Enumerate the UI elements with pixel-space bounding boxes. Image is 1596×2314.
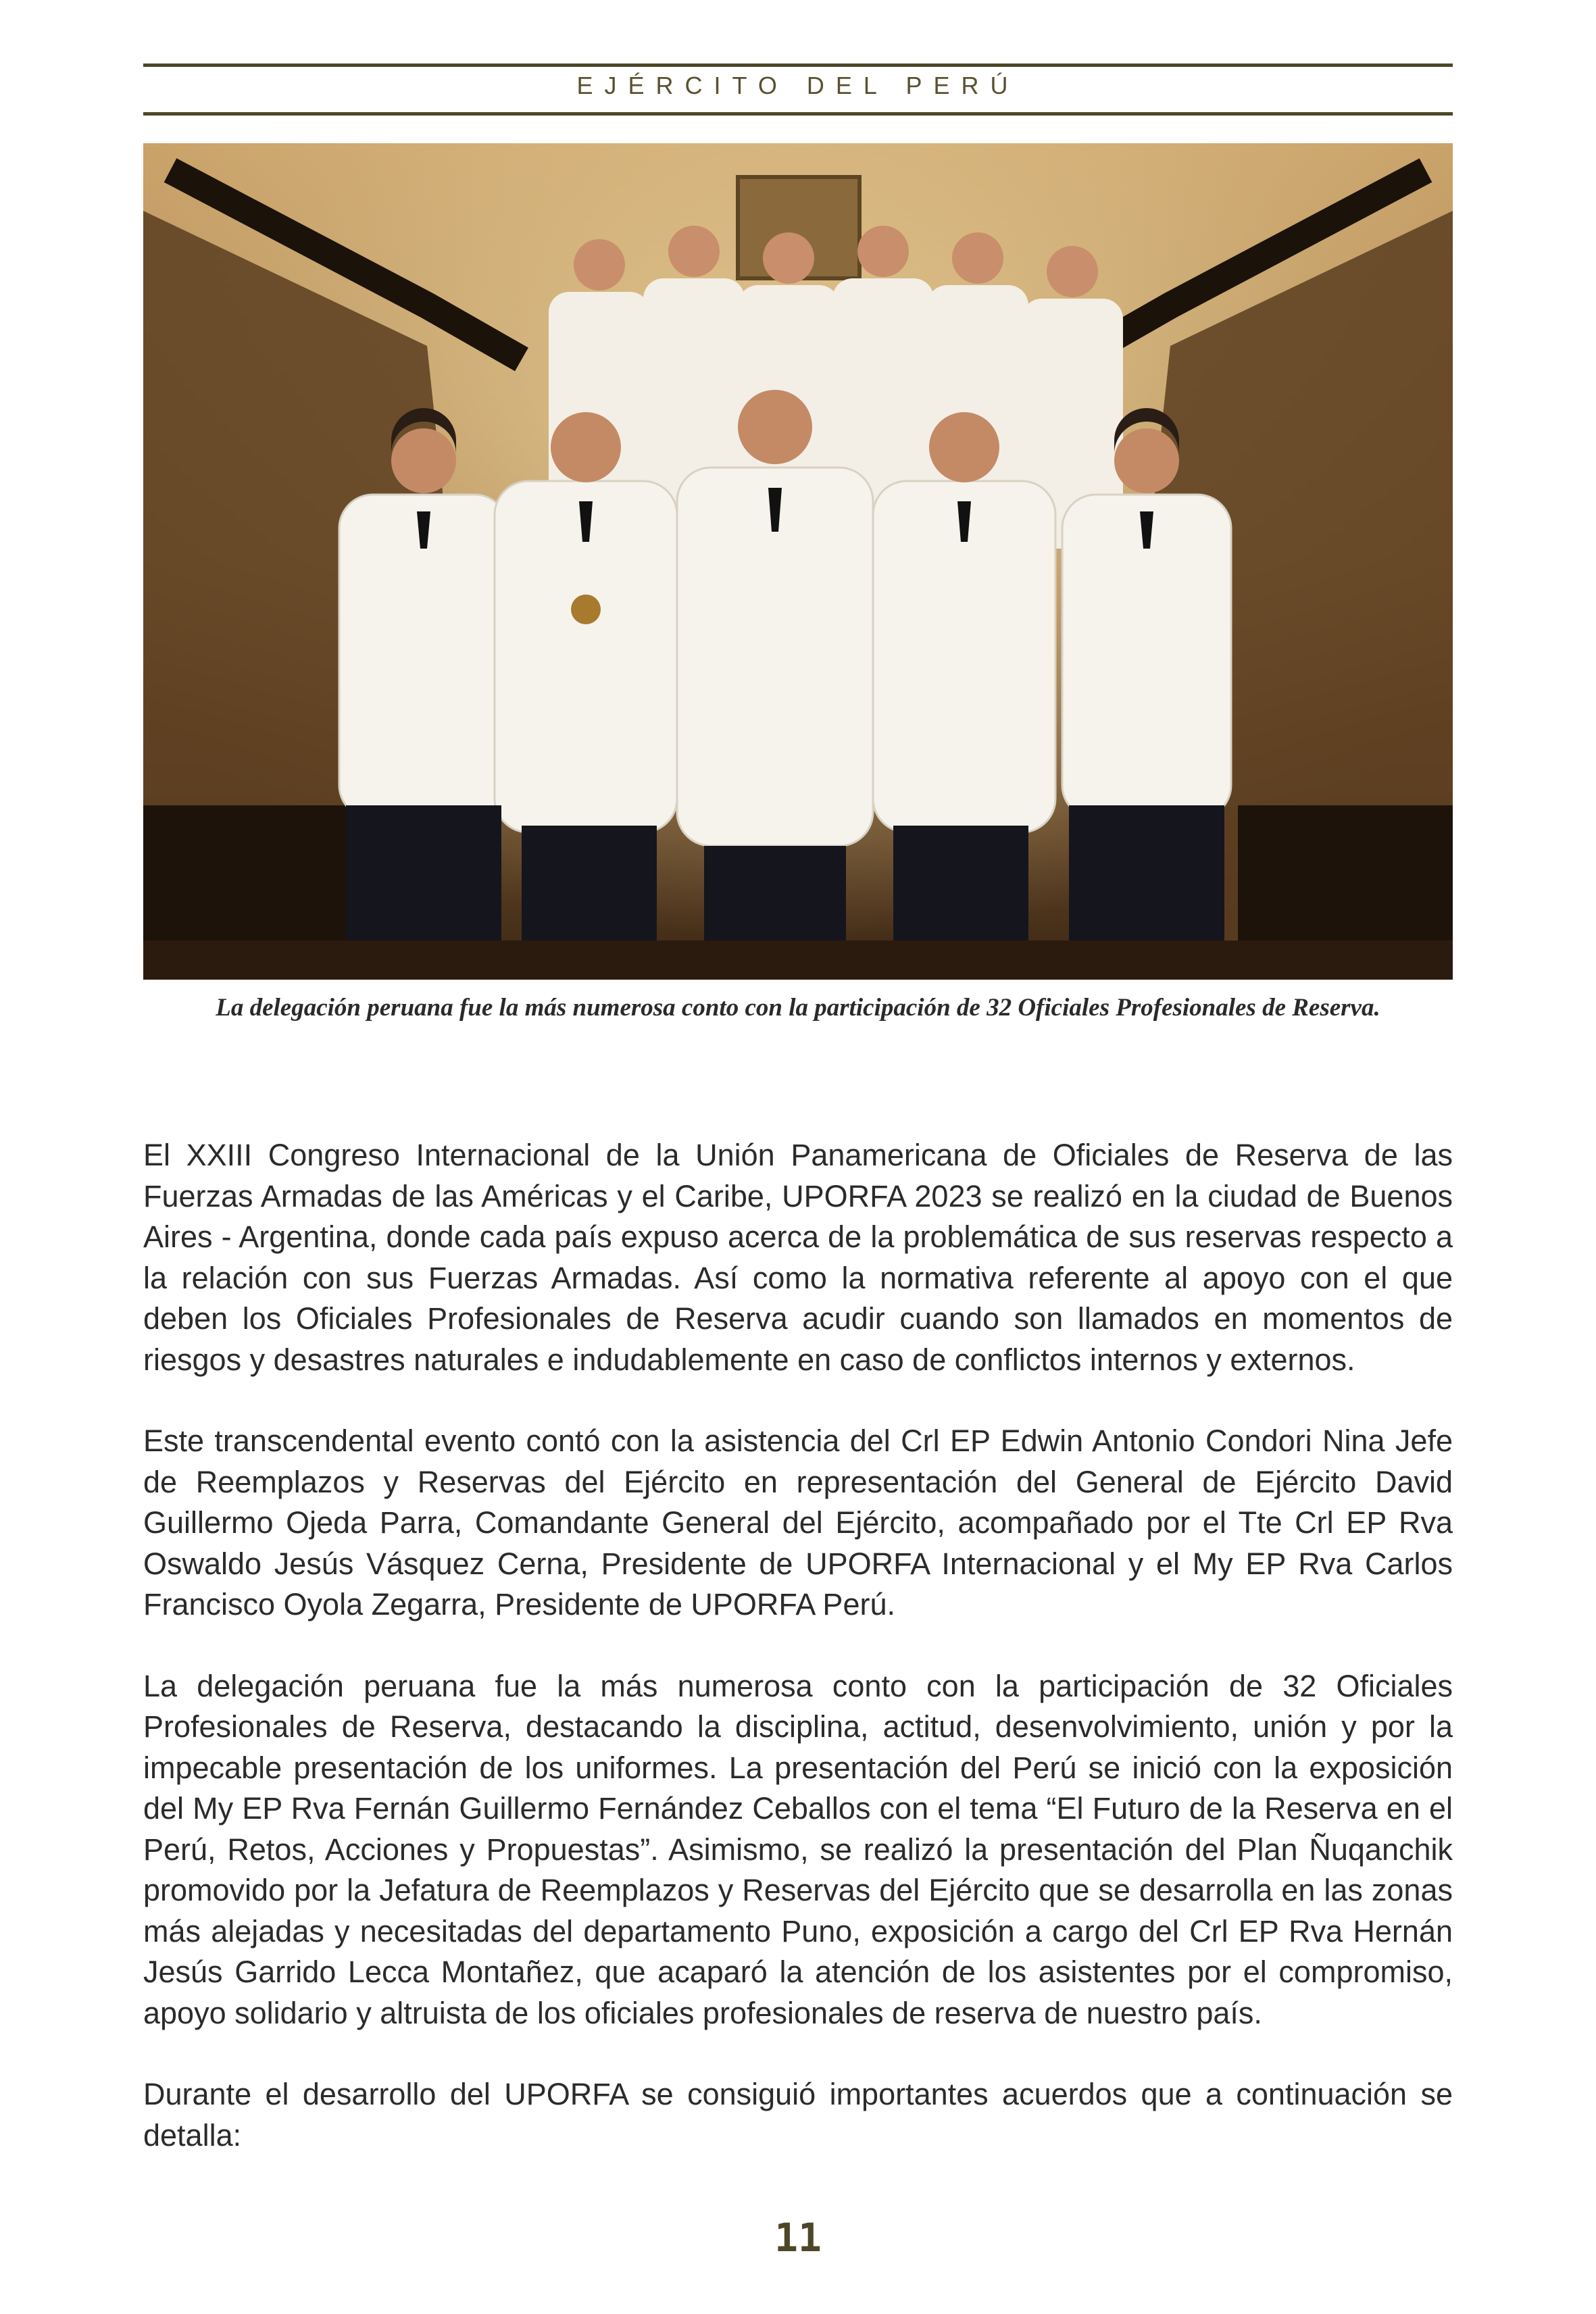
article-paragraph: La delegación peruana fue la más numerosa conto con la participación de 32 Oficiales Profesionales de Reserva, destacando la disciplina, actitud, desenvolvimiento, unión y por la impecable presentación de los uniformes. La presentación del Perú se inició con la exposición del My EP Rva Fernán Guillermo Fernández Ceballos con el tema “El Futuro de la Reserva en el Perú, Retos, Acciones y Propuestas”. Asimismo, se realizó la presentación del Plan Ñuqanchik promovido por la Jefatura de Reemplazos y Reservas del Ejército que se desarrolla en las zonas más alejadas y necesitadas del departamento Puno, exposición a cargo del Crl EP Rva Hernán Jesús Garrido Lecca Montañez, que acaparó la atención de los asistentes por el compromiso, apoyo solidario y altruista de los oficiales profesionales de reserva de nuestro país. [143, 1668, 1453, 2030]
header-rule-top [143, 64, 1453, 67]
photo-caption: La delegación peruana fue la más numerosa conto con la participación de 32 Oficiales Profesionales de Reserva. [216, 994, 1380, 1022]
article-paragraph: Durante el desarrollo del UPORFA se consiguió importantes acuerdos que a continuación se detalla: [143, 2077, 1453, 2153]
article-body [143, 1135, 1453, 2196]
page-number: 11 [774, 2215, 822, 2261]
header-rule-bottom [143, 112, 1453, 116]
running-header-title: EJÉRCITO DEL PERÚ [576, 72, 1020, 99]
group-photo [143, 143, 1453, 980]
article-paragraph: El XXIII Congreso Internacional de la Unión Panamericana de Oficiales de Reserva de las Fuerzas Armadas de las Américas y el Caribe, UPORFA 2023 se realizó en la ciudad de Buenos Aires - Argentina, donde cada país expuso acerca de la problemática de sus reservas respecto a la relación con sus Fuerzas Armadas. Así como la normativa referente al apoyo con el que deben los Oficiales Profesionales de Reserva acudir cuando son llamados en momentos de riesgos y desastres naturales e indudablemente en caso de conflictos internos y externos. [143, 1138, 1453, 1377]
group-photo-illustration [143, 143, 1453, 980]
article-paragraph: Este transcendental evento contó con la asistencia del Crl EP Edwin Antonio Condori Nina Jefe de Reemplazos y Reservas del Ejército en representación del General de Ejército David Guillermo Ojeda Parra, Comandante General del Ejército, acompañado por el Tte Crl EP Rva Oswaldo Jesús Vásquez Cerna, Presidente de UPORFA Internacional y el My EP Rva Carlos Francisco Oyola Zegarra, Presidente de UPORFA Perú. [143, 1424, 1453, 1621]
